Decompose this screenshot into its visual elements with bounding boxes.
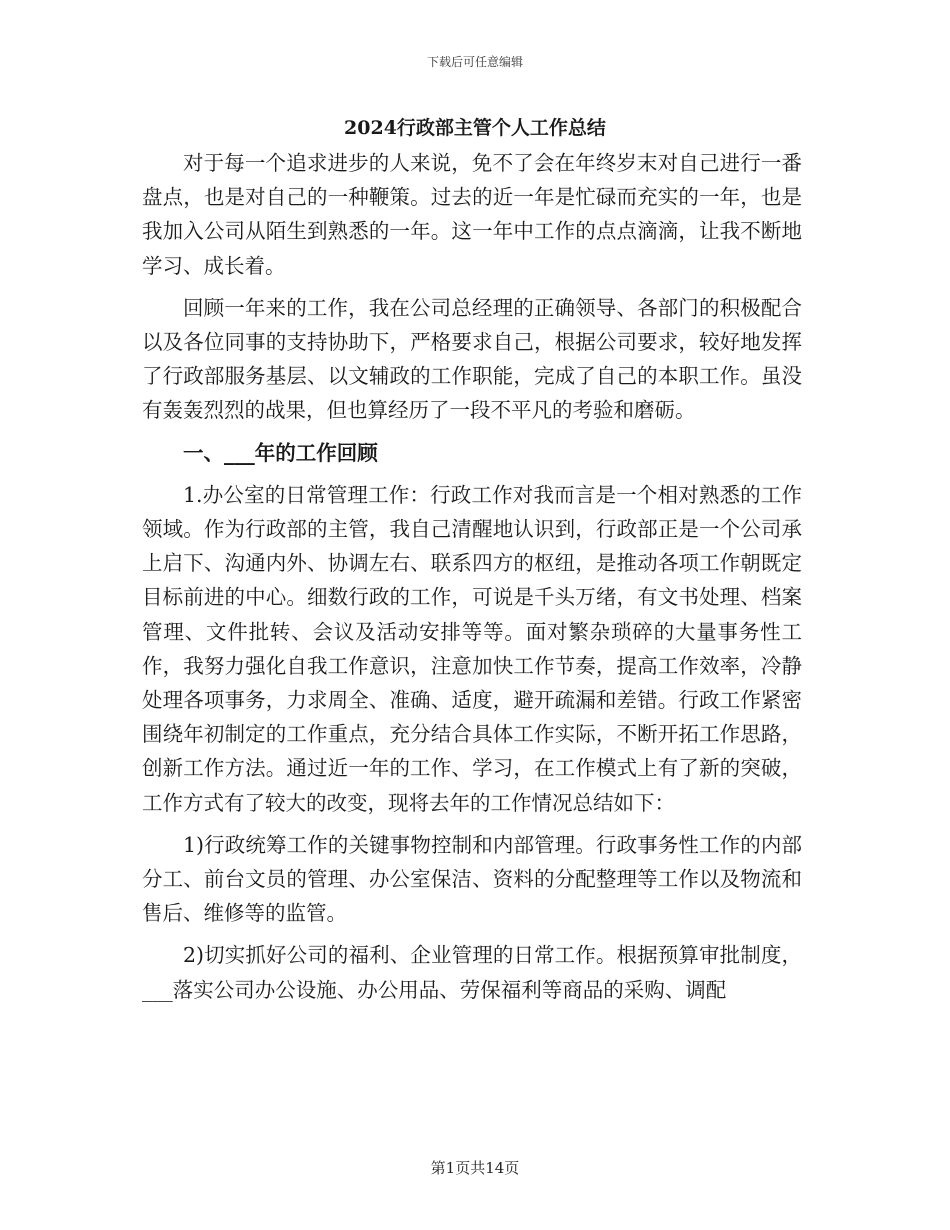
paragraph-review: 回顾一年来的工作，我在公司总经理的正确领导、各部门的积极配合以及各位同事的支持协助下，严格要求自己，根据公司要求，较好地发挥了行政部服务基层、以文辅政的工作职能，完成了自己的本职工作。虽没有轰轰烈烈的战果，但也算经历了一段不平凡的考验和磨砺。 [142,295,802,423]
paragraph-intro: 对于每一个追求进步的人来说，免不了会在年终岁末对自己进行一番盘点，也是对自己的一种鞭策。过去的近一年是忙碌而充实的一年，也是我加入公司从陌生到熟悉的一年。这一年中工作的点点滴滴，让我不断地学习、成长着。 [142,151,802,278]
document-title: 2024行政部主管个人工作总结 [344,117,606,139]
paragraph-office-management: 1.办公室的日常管理工作：行政工作对我而言是一个相对熟悉的工作领域。作为行政部的主管，我自己清醒地认识到，行政部正是一个公司承上启下、沟通内外、协调左右、联系四方的枢纽，是推动各项工作朝既定目标前进的中心。细数行政的工作，可说是千头万绪，有文书处理、档案管理、文件批转、会议及活动安排等等。面对繁杂琐碎的大量事务性工作，我努力强化自我工作意识，注意加快工作节奏，提高工作效率，冷静处理各项事务，力求周全、准确、适度，避开疏漏和差错。行政工作紧密围绕年初制定的工作重点，充分结合具体工作实际，不断开拓工作思路，创新工作方法。通过近一年的工作、学习，在工作模式上有了新的突破，工作方式有了较大的改变，现将去年的工作情况总结如下： [142,482,802,815]
page-footer: 第1页共14页 [430,1159,520,1177]
paragraph-item-1: 1)行政统筹工作的关键事物控制和内部管理。行政事务性工作的内部分工、前台文员的管理、办公室保洁、资料的分配整理等工作以及物流和售后、维修等的监管。 [142,832,802,926]
section-heading: 一、___年的工作回顾 [183,440,378,465]
header-note: 下载后可任意编辑 [426,55,523,69]
document-body [142,146,802,1007]
paragraph-item-2: 2)切实抓好公司的福利、企业管理的日常工作。根据预算审批制度，___落实公司办公设施、办公用品、劳保福利等商品的采购、调配 [142,943,802,1002]
